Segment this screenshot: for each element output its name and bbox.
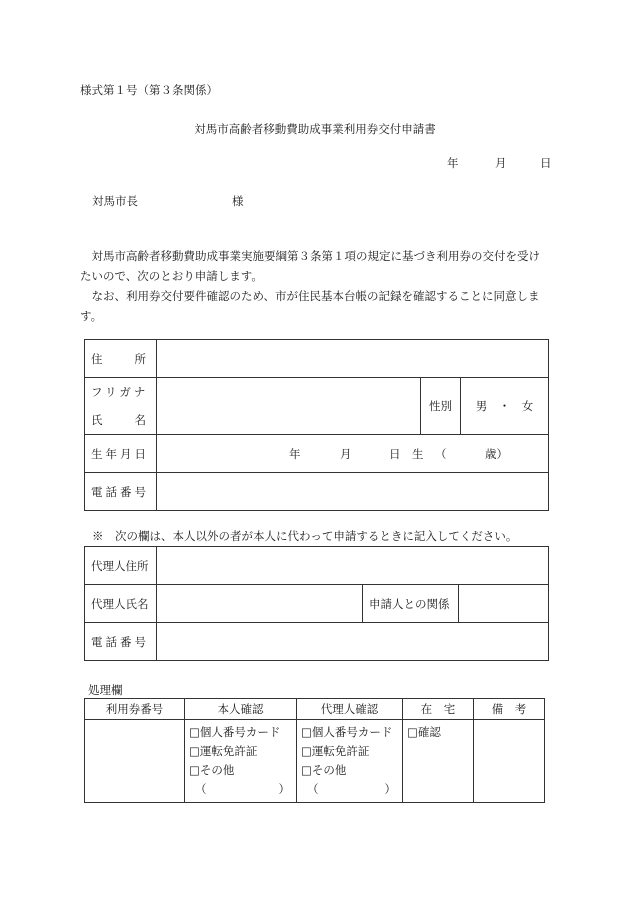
body-paragraph-1: 対馬市高齢者移動費助成事業実施要綱第３条第１項の規定に基づき利用券の交付を受けたいので、次のとおり申請します。 — [80, 249, 540, 283]
birth-year-label: 年 — [289, 446, 301, 461]
proxy-check-cell — [297, 720, 403, 803]
residence-confirm-checkbox[interactable]: □確認 — [407, 725, 441, 739]
gender-options[interactable]: 男 ・ 女 — [461, 378, 549, 435]
identity-mynumber-checkbox[interactable]: □個人番号カード — [189, 725, 281, 739]
residence-cell — [403, 720, 474, 803]
header-ticket-number: 利用券番号 — [85, 699, 185, 720]
address-field[interactable] — [157, 340, 549, 378]
birth-month-label: 月 — [340, 446, 352, 461]
name-label: 氏 名 — [91, 413, 149, 427]
identity-other-checkbox[interactable]: □その他 — [189, 763, 235, 777]
identity-license-checkbox[interactable]: □運転免許証 — [189, 744, 258, 758]
addressee-name: 対馬市長 — [92, 194, 138, 208]
proxy-address-label: 代理人住所 — [85, 547, 157, 585]
paren-open: （ — [307, 782, 319, 796]
header-residence: 在 宅 — [403, 699, 474, 720]
addressee-honorific: 様 — [232, 194, 244, 208]
proxy-license-checkbox[interactable]: □運転免許証 — [301, 744, 370, 758]
proxy-phone-label: 電話番号 — [85, 623, 157, 661]
age-close: 歳） — [485, 446, 508, 461]
proxy-table — [84, 546, 549, 661]
proxy-note: ※ 次の欄は、本人以外の者が本人に代わって申請するときに記入してください。 — [92, 529, 518, 543]
proxy-address-field[interactable] — [157, 547, 549, 585]
date-month-label: 月 — [495, 156, 507, 170]
identity-check-cell — [185, 720, 297, 803]
birth-born-label: 生 — [412, 446, 424, 461]
proxy-name-field[interactable] — [157, 585, 363, 623]
gender-label: 性別 — [421, 378, 461, 435]
header-remarks: 備 考 — [474, 699, 545, 720]
phone-label: 電話番号 — [85, 473, 157, 511]
date-day-label: 日 — [540, 156, 552, 170]
name-label-cell — [85, 378, 157, 435]
paren-open: （ — [195, 782, 207, 796]
birth-label: 生年月日 — [85, 435, 157, 473]
proxy-name-label: 代理人氏名 — [85, 585, 157, 623]
ticket-number-field[interactable] — [85, 720, 185, 803]
applicant-table — [84, 339, 549, 511]
proxy-other-checkbox[interactable]: □その他 — [301, 763, 347, 777]
proxy-phone-field[interactable] — [157, 623, 549, 661]
relation-field[interactable] — [459, 585, 549, 623]
header-proxy-check: 代理人確認 — [297, 699, 403, 720]
form-title: 対馬市高齢者移動費助成事業利用券交付申請書 — [194, 122, 436, 136]
address-label: 住 所 — [85, 340, 157, 378]
processing-title: 処理欄 — [88, 683, 123, 697]
proxy-mynumber-checkbox[interactable]: □個人番号カード — [301, 725, 393, 739]
furigana-label: フリガナ — [91, 385, 149, 399]
header-identity-check: 本人確認 — [185, 699, 297, 720]
age-open: （ — [435, 446, 447, 461]
proxy-other-field[interactable] — [301, 780, 398, 799]
name-field[interactable] — [157, 378, 421, 435]
processing-table — [84, 698, 545, 803]
phone-field[interactable] — [157, 473, 549, 511]
identity-other-field[interactable] — [189, 780, 292, 799]
birth-day-label: 日 — [389, 446, 401, 461]
birth-field[interactable] — [157, 435, 549, 473]
relation-label: 申請人との関係 — [363, 585, 459, 623]
date-year-label: 年 — [447, 156, 459, 170]
form-number: 様式第１号（第３条関係） — [80, 83, 218, 97]
body-paragraph-2: なお、利用券交付要件確認のため、市が住民基本台帳の記録を確認することに同意します。 — [80, 289, 540, 323]
remarks-field[interactable] — [474, 720, 545, 803]
paren-close: ） — [278, 782, 290, 796]
paren-close: ） — [384, 782, 396, 796]
